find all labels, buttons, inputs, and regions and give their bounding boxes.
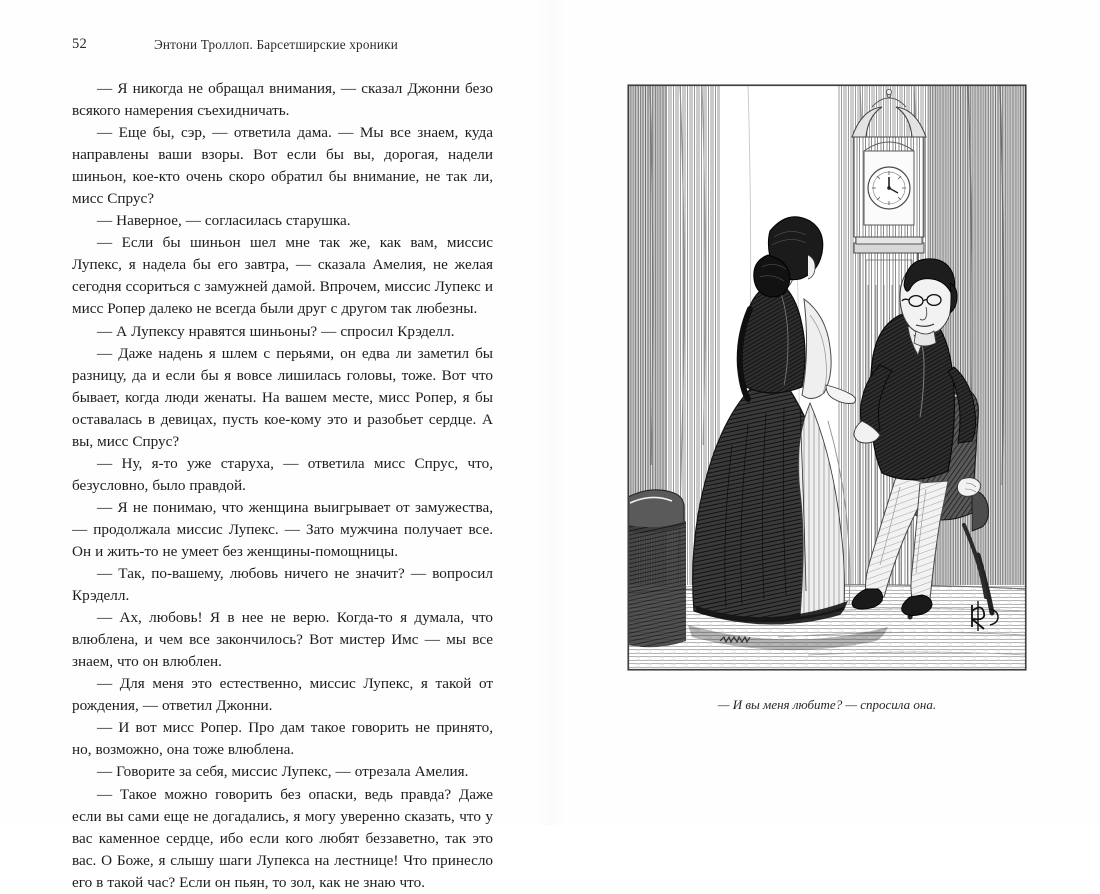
body-text-block bbox=[72, 78, 493, 894]
paragraph: — Еще бы, сэр, — ответила дама. — Мы все знаем, куда направлены ваши взоры. Вот если бы вы, дорогая, надели шиньон, кое-кто очень скоро обратил бы внимание, не так ли, мисс Спрус? bbox=[72, 124, 493, 208]
sofa-arm bbox=[628, 490, 686, 647]
recto-page bbox=[550, 0, 1100, 825]
running-head-title: Энтони Троллоп. Барсетширские хроники bbox=[154, 37, 399, 52]
illustration-plate bbox=[628, 85, 1026, 670]
paragraph: — Даже надень я шлем с перьями, он едва ли заметил бы разницу, да и если бы я вовсе лишилась головы, тоже. Вот что бывает, когда люди женаты. На вашем месте, мисс Ропер, я бы оставалась в девицах, пусть кое-кому это и разобьет сердце. А вы, мисс Спрус? bbox=[72, 344, 493, 450]
paragraph: — Я не понимаю, что женщина выигрывает от замужества, — продолжала миссис Лупекс. — Зато мужчина получает все. Он и жить-то не умеет без женщины-помощницы. bbox=[72, 498, 493, 560]
engraving-illustration bbox=[628, 85, 1026, 670]
paragraph: — Если бы шиньон шел мне так же, как вам, миссис Лупекс, я надела бы его завтра, — сказала Амелия, не желая сегодня ссориться с замужней дамой. Впрочем, миссис Лупекс и мисс Ропер далеко не всегда были друг с другом так любезны. bbox=[72, 234, 493, 318]
paragraph: — Я никогда не обращал внимания, — сказал Джонни безо всякого намерения съехидничать. bbox=[72, 80, 493, 120]
paragraph: — Ну, я-то уже старуха, — ответила мисс Спрус, что, безусловно, было правдой. bbox=[72, 454, 493, 494]
page-number: 52 bbox=[72, 36, 87, 52]
paragraph: — Так, по-вашему, любовь ничего не значит? — вопросил Крэделл. bbox=[72, 565, 493, 605]
paragraph: — А Лупексу нравятся шиньоны? — спросил Крэделл. bbox=[97, 322, 455, 340]
paragraph: — Такое можно говорить без опаски, ведь правда? Даже если вы сами еще не догадались, я могу уверенно сказать, что у вас каменное сердце, ибо если кого любят беззаветно, так это вас. О Боже, я слышу шаги Лупекса на лестнице! Что принесло его в такой час? Если он пьян, то зол, как не знаю что. bbox=[72, 785, 493, 891]
running-head bbox=[72, 36, 492, 56]
paragraph: — Наверное, — согласилась старушка. bbox=[97, 212, 351, 230]
paragraph: — Для меня это естественно, миссис Лупекс, я такой от рождения, — ответил Джонни. bbox=[72, 675, 493, 715]
illustration-caption: — И вы меня любите? — спросила она. bbox=[717, 697, 937, 712]
paragraph: — Ах, любовь! Я в нее не верю. Когда-то я думала, что влюблена, и чем все закончилось? Вот мистер Имс — мы все знаем, что он влюблен. bbox=[72, 609, 493, 671]
verso-page bbox=[0, 0, 550, 891]
paragraph: — И вот мисс Ропер. Про дам такое говорить не принято, но, возможно, она тоже влюблена. bbox=[72, 719, 493, 759]
paragraph: — Говорите за себя, миссис Лупекс, — отрезала Амелия. bbox=[97, 763, 469, 781]
